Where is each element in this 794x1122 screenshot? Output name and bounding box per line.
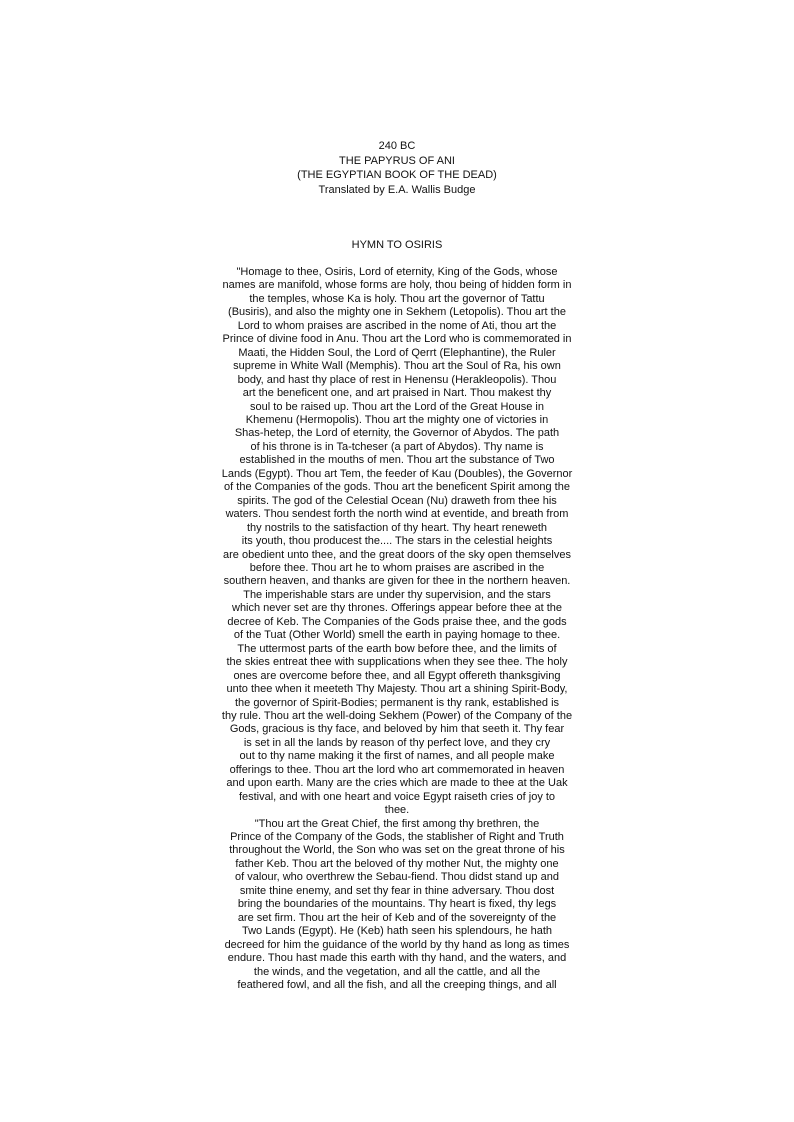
text-line: The imperishable stars are under thy supervision, and the stars xyxy=(243,588,551,601)
text-line: unto thee when it meeteth Thy Majesty. Thou art a shining Spirit-Body, xyxy=(226,683,568,696)
text-line: the skies entreat thee with supplications when they see thee. The holy xyxy=(226,656,568,669)
text-line: "Thou art the Great Chief, the first among thy brethren, the xyxy=(254,817,540,830)
header-date: 240 BC xyxy=(378,140,416,152)
text-line: decree of Keb. The Companies of the Gods praise thee, and the gods xyxy=(227,615,567,628)
text-line: Gods, gracious is thy face, and beloved by him that seeth it. Thy fear xyxy=(229,723,565,736)
text-line: thee. xyxy=(384,804,410,817)
text-line: bring the boundaries of the mountains. Thy heart is fixed, thy legs xyxy=(237,898,557,911)
text-line: festival, and with one heart and voice Egypt raiseth cries of joy to xyxy=(238,790,556,803)
text-line: of the Tuat (Other World) smell the earth in paying homage to thee. xyxy=(233,629,561,642)
text-line: out to thy name making it the first of names, and all people make xyxy=(239,750,555,763)
text-line: of his throne is in Ta-tcheser (a part of Abydos). Thy name is xyxy=(250,440,544,453)
text-line: are set firm. Thou art the heir of Keb and of the sovereignty of the xyxy=(237,911,557,924)
text-line: southern heaven, and thanks are given for thee in the northern heaven. xyxy=(223,575,571,588)
text-line: endure. Thou hast made this earth with thy hand, and the waters, and xyxy=(227,952,567,965)
text-line: "Homage to thee, Osiris, Lord of eternity, King of the Gods, whose xyxy=(236,266,558,278)
text-line: of the Companies of the gods. Thou art the beneficent Spirit among the xyxy=(224,481,570,494)
header-title: THE PAPYRUS OF ANI xyxy=(339,154,455,167)
text-line: ones are overcome before thee, and all Egypt offereth thanksgiving xyxy=(233,669,561,682)
header-subtitle: (THE EGYPTIAN BOOK OF THE DEAD) xyxy=(297,169,497,182)
text-line: The uttermost parts of the earth bow before thee, and the limits of xyxy=(237,642,557,655)
text-line: before thee. Thou art he to whom praises are ascribed in the xyxy=(249,561,545,574)
text-line: waters. Thou sendest forth the north wind at eventide, and breath from xyxy=(225,508,569,521)
text-line: are obedient unto thee, and the great doors of the sky open themselves xyxy=(223,548,571,561)
document-header xyxy=(0,139,794,197)
section-heading: HYMN TO OSIRIS xyxy=(351,239,443,251)
text-line: its youth, thou producest the.... The stars in the celestial heights xyxy=(241,535,553,548)
hymn-text xyxy=(0,266,794,992)
text-line: feathered fowl, and all the fish, and all the creeping things, and all xyxy=(237,979,557,992)
text-line: Khemenu (Hermopolis). Thou art the mighty one of victories in xyxy=(245,413,549,426)
text-line: is set in all the lands by reason of thy perfect love, and they cry xyxy=(243,736,551,749)
text-line: of valour, who overthrew the Sebau-fiend. Thou didst stand up and xyxy=(235,871,559,884)
text-line: the governor of Spirit-Bodies; permanent is thy rank, established is xyxy=(234,696,560,709)
text-line: Prince of divine food in Anu. Thou art the Lord who is commemorated in xyxy=(222,333,572,346)
text-line: smite thine enemy, and set thy fear in thine adversary. Thou dost xyxy=(239,884,555,897)
text-line: the winds, and the vegetation, and all the cattle, and all the xyxy=(253,965,541,978)
text-line: thy nostrils to the satisfaction of thy heart. Thy heart reneweth xyxy=(246,521,547,534)
text-line: and upon earth. Many are the cries which are made to thee at the Uak xyxy=(226,777,568,790)
text-line: established in the mouths of men. Thou art the substance of Two xyxy=(239,454,555,467)
text-line: art the beneficent one, and art praised in Nart. Thou makest thy xyxy=(242,387,552,400)
text-line: Shas-hetep, the Lord of eternity, the Governor of Abydos. The path xyxy=(234,427,560,440)
text-line: the temples, whose Ka is holy. Thou art the governor of Tattu xyxy=(249,292,545,305)
text-line: father Keb. Thou art the beloved of thy mother Nut, the mighty one xyxy=(235,857,559,870)
text-line: supreme in White Wall (Memphis). Thou art the Soul of Ra, his own xyxy=(233,360,561,373)
text-line: Lord to whom praises are ascribed in the nome of Ati, thou art the xyxy=(237,319,557,332)
text-line: Prince of the Company of the Gods, the stablisher of Right and Truth xyxy=(230,831,564,844)
text-line: (Busiris), and also the mighty one in Sekhem (Letopolis). Thou art the xyxy=(228,306,566,319)
text-line: throughout the World, the Son who was set on the great throne of his xyxy=(229,844,565,857)
text-line: Lands (Egypt). Thou art Tem, the feeder of Kau (Doubles), the Governor xyxy=(221,467,573,480)
text-line: spirits. The god of the Celestial Ocean (Nu) draweth from thee his xyxy=(237,494,557,507)
text-line: thy rule. Thou art the well-doing Sekhem (Power) of the Company of the xyxy=(221,709,573,722)
text-line: body, and hast thy place of rest in Henensu (Herakleopolis). Thou xyxy=(237,373,557,386)
text-line: Two Lands (Egypt). He (Keb) hath seen his splendours, he hath xyxy=(241,925,552,938)
text-line: Maati, the Hidden Soul, the Lord of Qerrt (Elephantine), the Ruler xyxy=(238,346,556,359)
text-line: decreed for him the guidance of the world by thy hand as long as times xyxy=(224,938,570,951)
text-line: offerings to thee. Thou art the lord who art commemorated in heaven xyxy=(229,763,565,776)
header-translator: Translated by E.A. Wallis Budge xyxy=(318,183,476,196)
text-line: soul to be raised up. Thou art the Lord of the Great House in xyxy=(250,400,544,413)
text-line: which never set are thy thrones. Offerings appear before thee at the xyxy=(232,602,562,615)
text-line: names are manifold, whose forms are holy, thou being of hidden form in xyxy=(222,279,572,292)
